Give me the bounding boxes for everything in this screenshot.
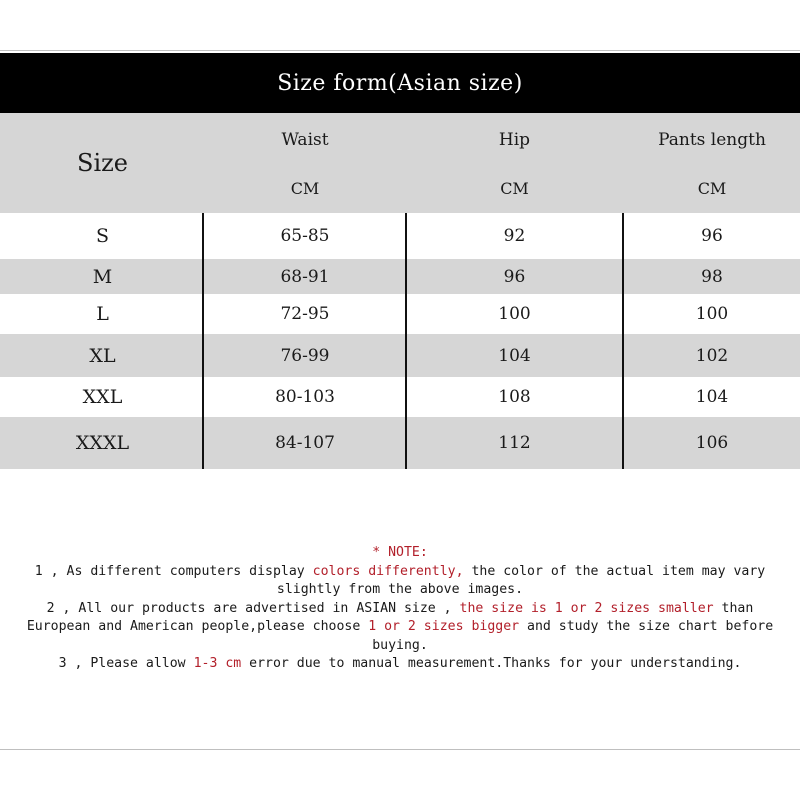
hip-cell: 100 <box>498 304 531 324</box>
note-2 <box>0 600 800 619</box>
waist-cell: 65-85 <box>280 226 330 246</box>
waist-cell: 76-99 <box>280 345 330 366</box>
table-row <box>0 417 800 469</box>
size-cell: S <box>95 225 110 247</box>
hip-cell: 108 <box>498 387 531 407</box>
table-row <box>0 334 800 377</box>
waist-cell: 68-91 <box>280 266 330 287</box>
note-1 <box>0 563 800 582</box>
size-cell: L <box>96 303 109 325</box>
note-1-text: 1 , As different computers display <box>34 563 313 579</box>
note-1-highlight: colors differently, <box>312 563 464 579</box>
notes-section <box>0 544 800 674</box>
pants-length-cell: 106 <box>695 433 729 453</box>
hip-column-header: Hip <box>498 130 531 150</box>
note-1-text: slightly from the above images. <box>276 582 524 597</box>
hip-cell: 104 <box>498 345 531 366</box>
chart-title: Size form(Asian size) <box>0 53 800 113</box>
note-2-text: and study the size chart before <box>519 619 774 634</box>
size-cell: XXXL <box>75 432 130 454</box>
note-3-highlight: 1-3 cm <box>193 656 242 671</box>
table-header <box>0 113 800 213</box>
size-cell: XXL <box>82 386 123 408</box>
note-3-text: error due to manual measurement.Thanks for your understanding. <box>241 656 742 671</box>
pants-length-cell: 104 <box>695 387 729 407</box>
pants-length-cell: 98 <box>701 266 723 287</box>
pants-length-unit: CM <box>697 178 727 198</box>
table-row <box>0 294 800 334</box>
note-3 <box>0 655 800 674</box>
pants-length-cell: 102 <box>695 345 729 366</box>
waist-cell: 80-103 <box>275 387 335 407</box>
note-3-text: 3 , Please allow <box>58 656 194 671</box>
note-2-text: buying. <box>372 637 428 653</box>
waist-cell: 72-95 <box>280 304 330 324</box>
waist-cell: 84-107 <box>275 433 335 453</box>
column-divider <box>202 213 204 469</box>
note-2-text: 2 , All our products are advertised in ASIAN size , <box>46 600 460 616</box>
note-2-text: than <box>713 600 754 616</box>
column-divider <box>405 213 407 469</box>
size-column-header: Size <box>77 149 128 177</box>
table-row <box>0 259 800 294</box>
pants-length-column-header: Pants length <box>658 130 766 150</box>
hip-unit: CM <box>500 178 529 198</box>
column-divider <box>622 213 624 469</box>
table-row <box>0 213 800 259</box>
note-title: * NOTE: <box>372 545 428 560</box>
note-1-text: the color of the actual item may vary <box>463 563 766 579</box>
size-cell: M <box>92 265 113 288</box>
table-row <box>0 377 800 417</box>
waist-column-header: Waist <box>281 130 329 150</box>
hip-cell: 96 <box>503 266 526 287</box>
hip-cell: 92 <box>503 226 526 246</box>
hip-cell: 112 <box>498 433 531 453</box>
pants-length-cell: 100 <box>695 304 729 324</box>
note-2-highlight: the size is 1 or 2 sizes smaller <box>459 600 714 616</box>
waist-unit: CM <box>290 178 320 198</box>
note-2-text: European and American people,please choose <box>26 619 369 634</box>
pants-length-cell: 96 <box>701 226 723 246</box>
note-2-highlight: 1 or 2 sizes bigger <box>368 619 520 634</box>
size-cell: XL <box>89 344 116 367</box>
